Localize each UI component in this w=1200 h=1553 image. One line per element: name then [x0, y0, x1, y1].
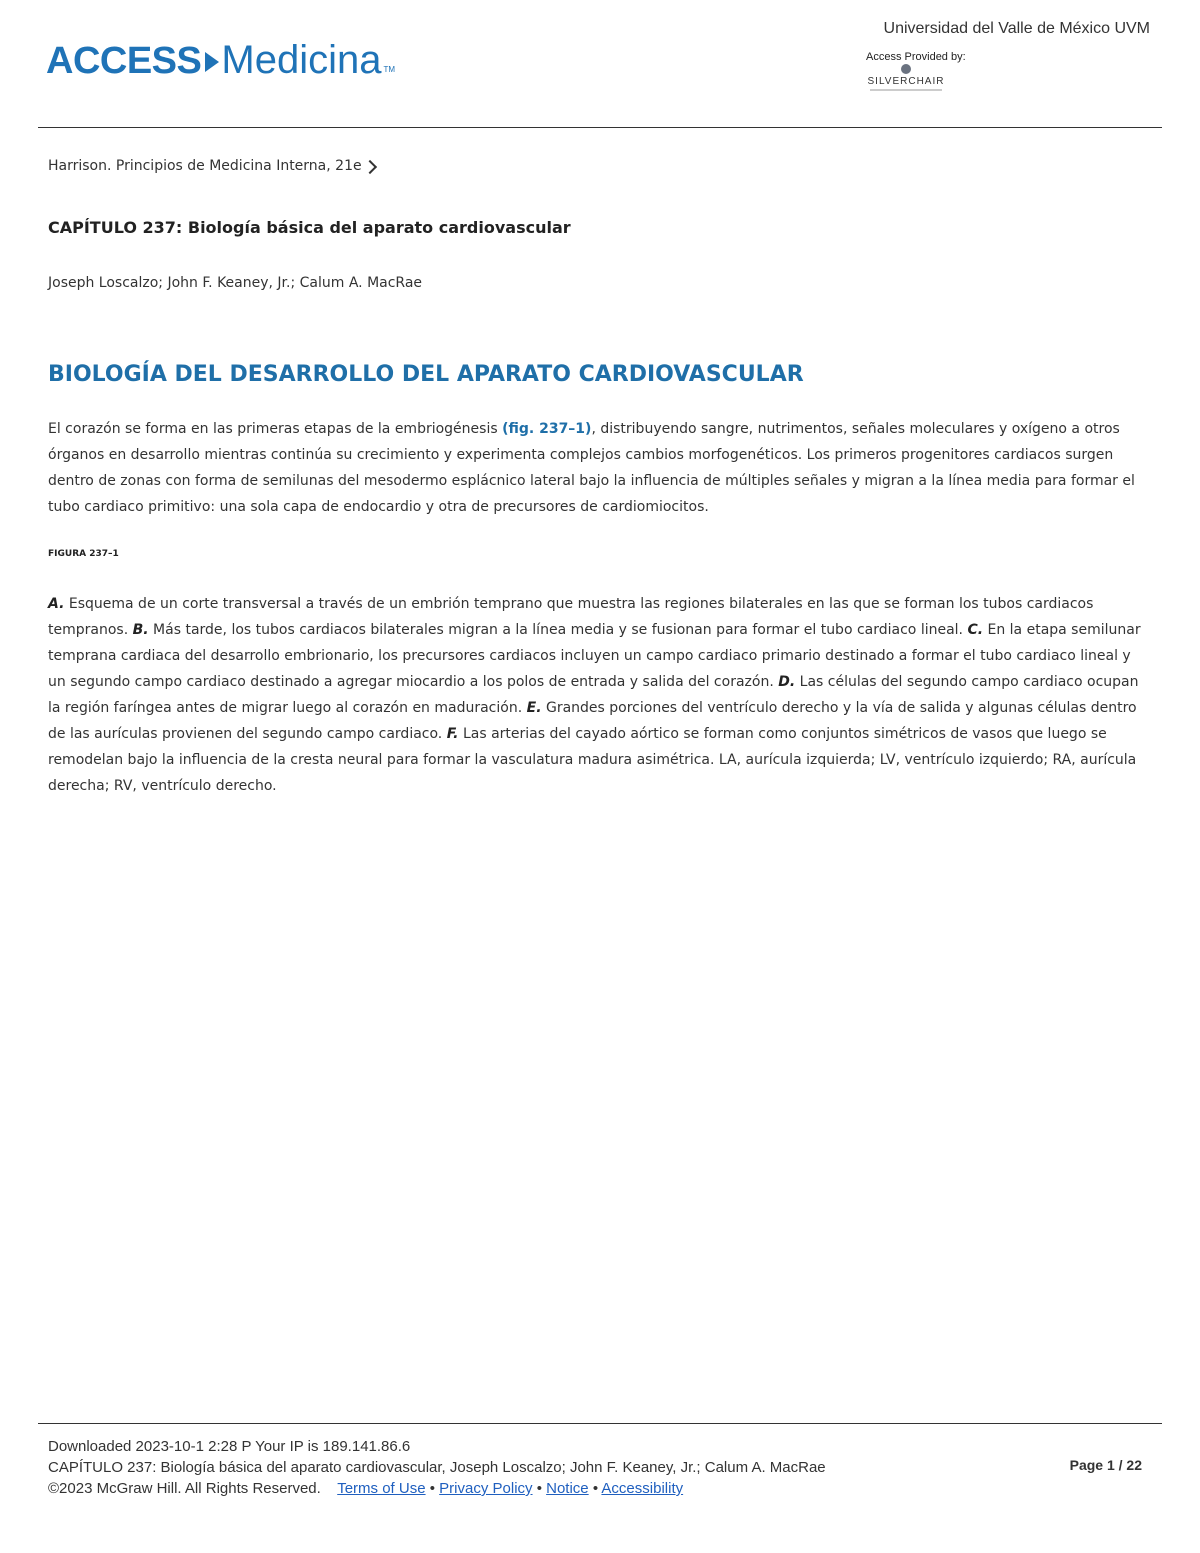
caption-panel-b: B.: [132, 622, 149, 638]
caption-panel-d: D.: [778, 674, 796, 690]
accessmedicina-logo[interactable]: [46, 20, 395, 80]
header-divider: [38, 127, 1162, 128]
caption-panel-a: A.: [48, 596, 65, 612]
footer-separator: •: [425, 1480, 440, 1497]
silverchair-emblem-icon: [901, 64, 911, 74]
caption-text-b: Más tarde, los tubos cardiacos bilaterales migran a la línea media y se fusionan para formar el tubo cardiaco lineal.: [148, 622, 968, 638]
section-heading: BIOLOGÍA DEL DESARROLLO DEL APARATO CARDIOVASCULAR: [48, 362, 804, 387]
logo-trademark: TM: [383, 65, 396, 74]
page-number: Page 1 / 22: [1069, 1457, 1142, 1473]
caption-text-f: Las arterias del cayado aórtico se forman como conjuntos simétricos de vasos que luego se remodelan bajo la influencia de la cresta neural para formar la vasculatura madura asimétrica. LA, aurícula izquierda; LV, ventrículo izquierdo; RA, aurícula derecha; RV, ventrículo derecho.: [48, 726, 1137, 794]
silverchair-tagline-line: [870, 89, 942, 91]
breadcrumb[interactable]: [48, 158, 375, 174]
access-provided-by: Access Provided by:: [866, 51, 966, 63]
footer-links-row: [48, 1478, 1152, 1499]
footer-divider: [38, 1423, 1162, 1424]
caption-text-e: Grandes porciones del ventrículo derecho y la vía de salida y algunas células dentro de las aurículas provienen del segundo campo cardiaco.: [48, 700, 1137, 742]
page-footer: [48, 1436, 1152, 1499]
chapter-title: CAPÍTULO 237: Biología básica del aparato cardiovascular: [48, 218, 571, 237]
logo-arrow-icon: [205, 52, 219, 72]
body-paragraph: [48, 416, 1152, 520]
logo-medicina-text: Medicina: [221, 38, 382, 82]
figure-caption: [48, 591, 1152, 799]
footer-separator: •: [588, 1480, 602, 1497]
institution-name: Universidad del Valle de México UVM: [883, 20, 1150, 37]
paragraph-text-start: El corazón se forma en las primeras etapas de la embriogénesis: [48, 421, 503, 437]
breadcrumb-book-title[interactable]: Harrison. Principios de Medicina Interna, 21e: [48, 158, 362, 174]
figure-reference-link[interactable]: (fig. 237–1): [502, 421, 592, 437]
caption-panel-f: F.: [446, 726, 459, 742]
paragraph-text-end: , distribuyendo sangre, nutrimentos, señales moleculares y oxígeno a otros órganos en desarrollo mientras continúa su crecimiento y experimenta complejos cambios morfogenéticos. Los primeros progenitores cardiacos surgen dentro de zonas con forma de semilunas del mesodermo esplácnico lateral bajo la influencia de múltiples señales y migran a la línea media para formar el tubo cardiaco primitivo: una sola capa de endocardio y otra de precursores de cardiomiocitos.: [48, 421, 1135, 515]
notice-link[interactable]: Notice: [546, 1480, 589, 1497]
silverchair-name: SILVERCHAIR: [867, 76, 945, 87]
silverchair-logo: [864, 64, 948, 91]
caption-text-a: Esquema de un corte transversal a través de un embrión temprano que muestra las regiones bilaterales en las que se forman los tubos cardiacos tempranos.: [48, 596, 1094, 638]
chapter-citation: CAPÍTULO 237: Biología básica del aparato cardiovascular, Joseph Loscalzo; John F. Keaney, Jr.; Calum A. MacRae: [48, 1459, 826, 1476]
accessibility-link[interactable]: Accessibility: [601, 1480, 684, 1497]
logo-access-text: ACCESS: [46, 40, 202, 82]
figure-label: FIGURA 237–1: [48, 549, 119, 559]
footer-separator: •: [532, 1480, 547, 1497]
copyright-text: ©2023 McGraw Hill. All Rights Reserved.: [48, 1480, 321, 1497]
chevron-right-icon: [363, 159, 377, 173]
terms-of-use-link[interactable]: Terms of Use: [337, 1480, 426, 1497]
caption-panel-e: E.: [526, 700, 542, 716]
caption-panel-c: C.: [967, 622, 984, 638]
chapter-authors: Joseph Loscalzo; John F. Keaney, Jr.; Calum A. MacRae: [48, 275, 423, 291]
caption-text-d: Las células del segundo campo cardiaco ocupan la región faríngea antes de migrar luego al corazón en maduración.: [48, 674, 1139, 716]
download-info: Downloaded 2023-10-1 2:28 P Your IP is 189.141.86.6: [48, 1438, 411, 1455]
caption-text-c: En la etapa semilunar temprana cardiaca del desarrollo embrionario, los precursores cardiacos incluyen un campo cardiaco primario destinado a formar el tubo cardiaco lineal y un segundo campo cardiaco destinado a agregar miocardio a los polos de entrada y salida del corazón.: [48, 622, 1141, 690]
privacy-policy-link[interactable]: Privacy Policy: [439, 1480, 533, 1497]
